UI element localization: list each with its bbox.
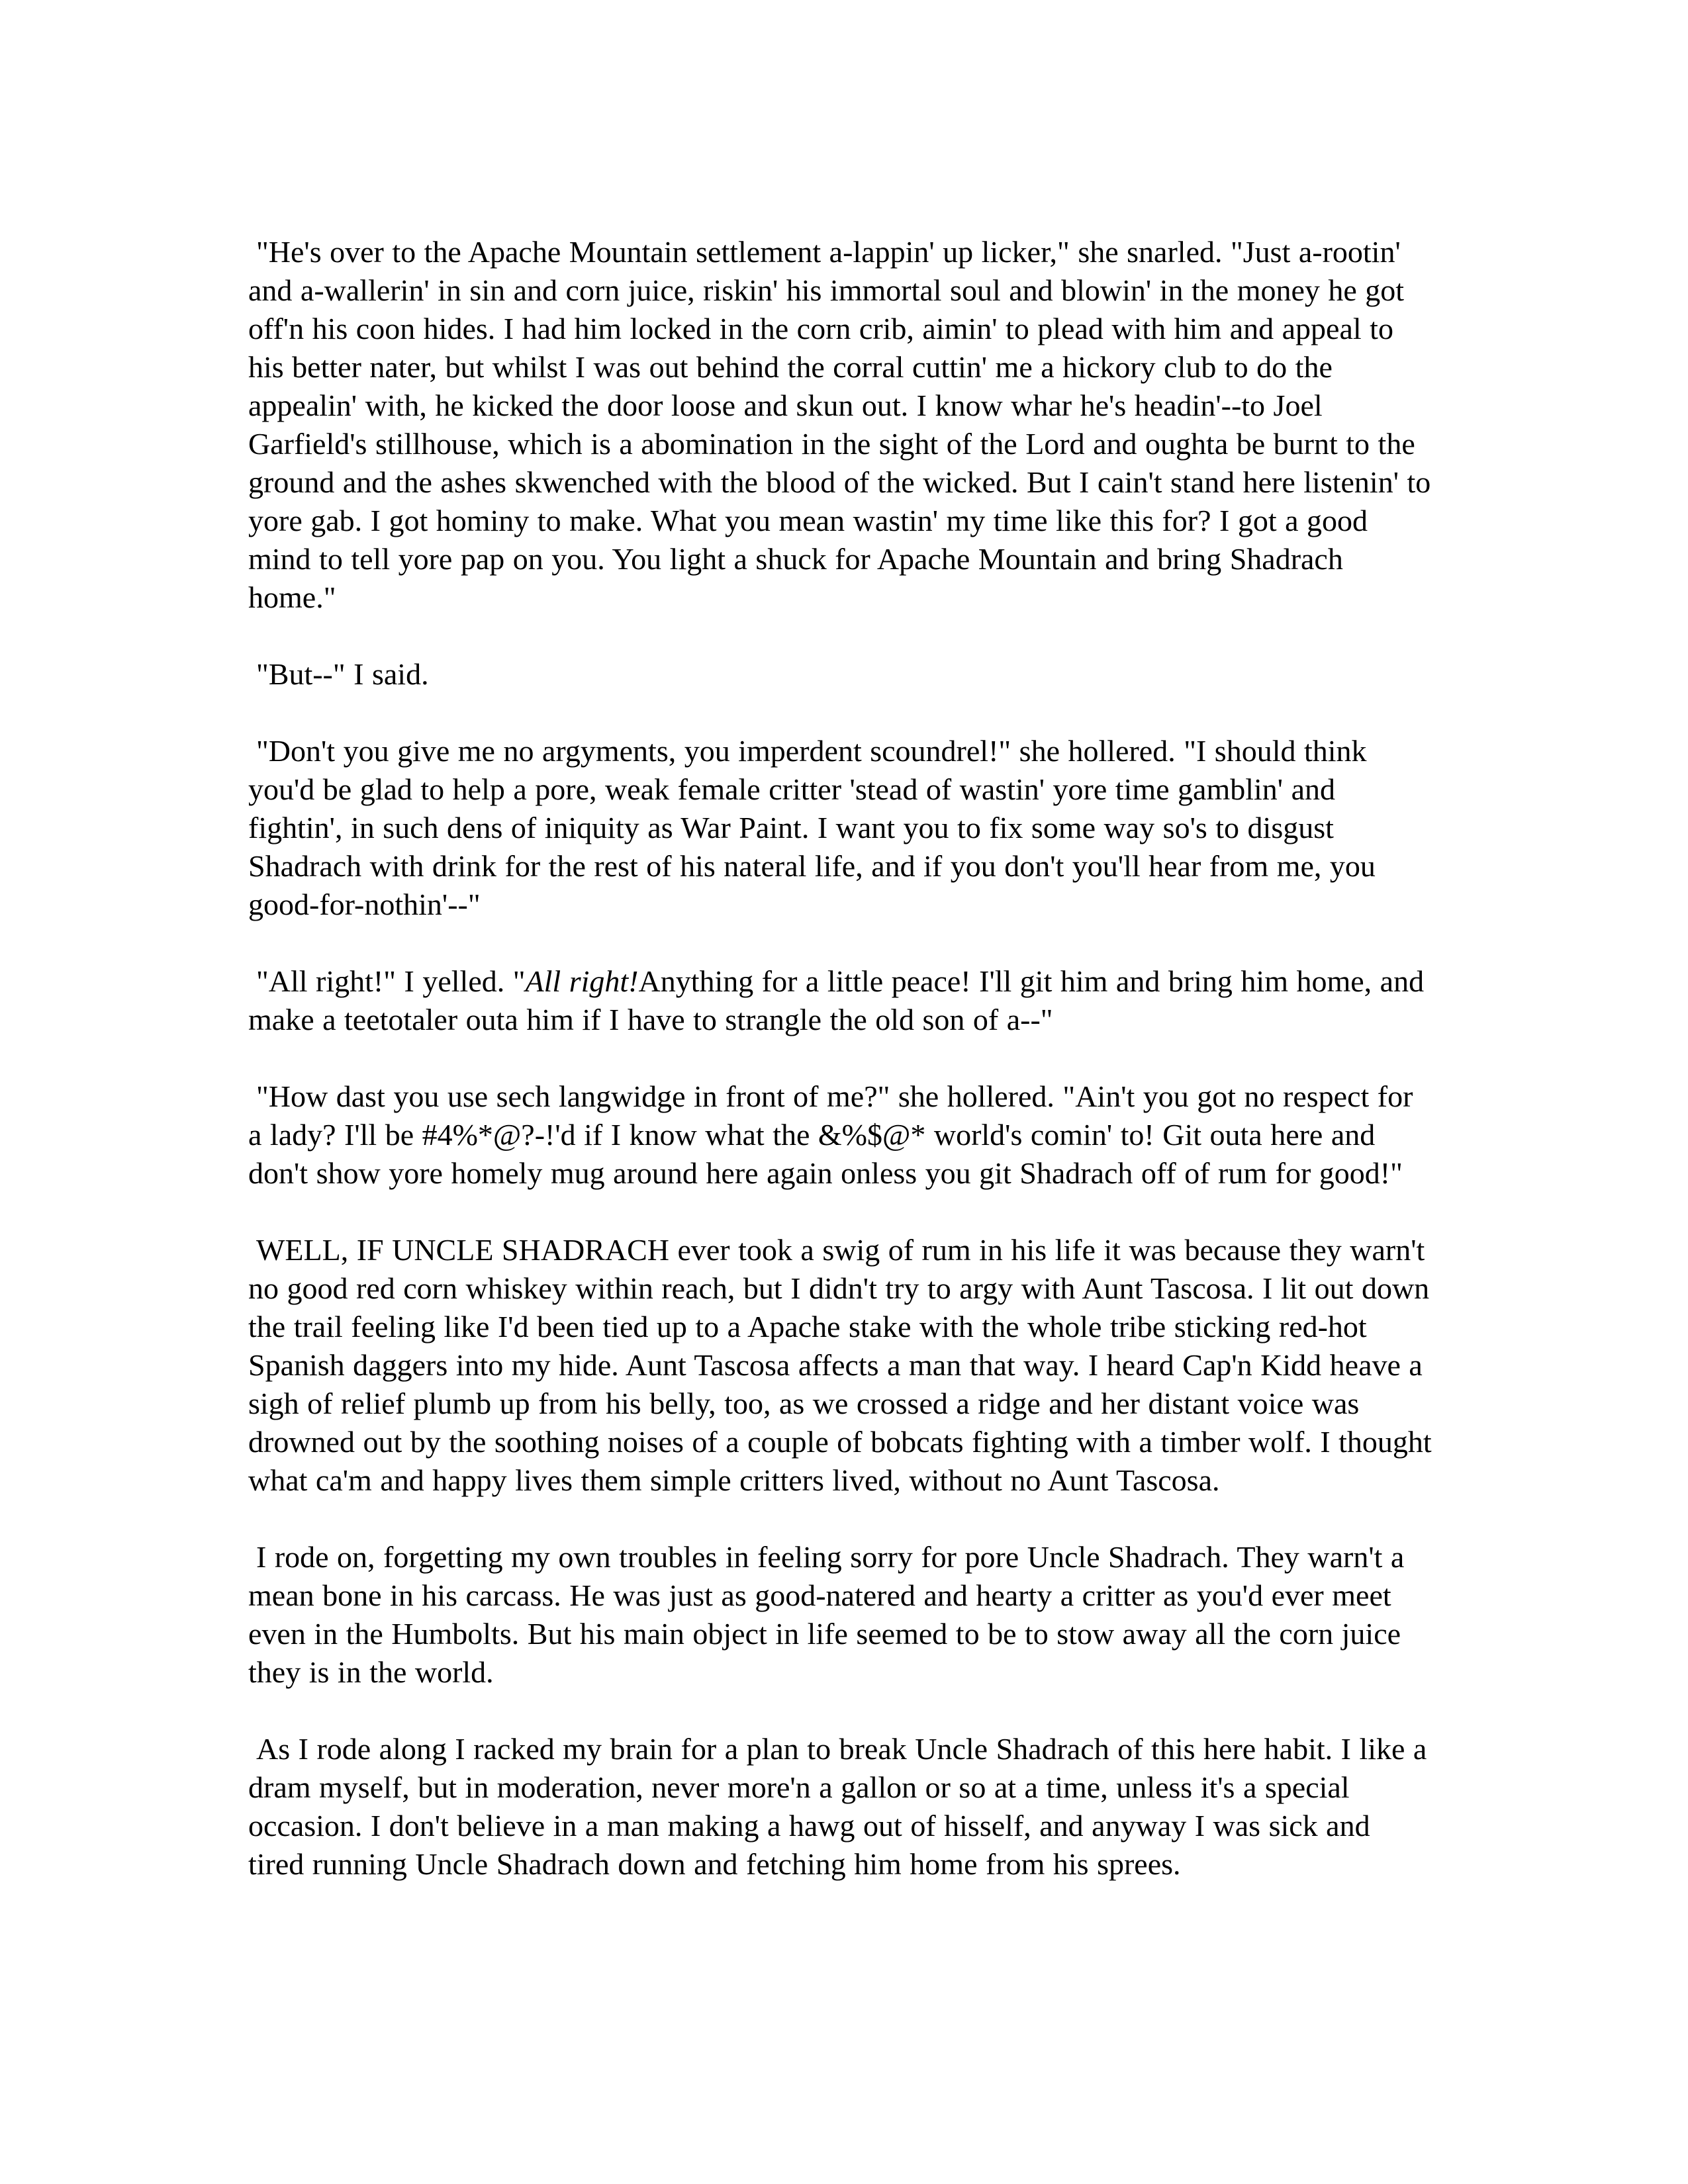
text-block xyxy=(248,233,1433,1884)
paragraph-1: "He's over to the Apache Mountain settlement a-lappin' up licker," she snarled. "Just a-rootin' and a-wallerin' in sin and corn juice, riskin' his immortal soul and blowin' in the money he got off'n his coon hides. I had him locked in the corn crib, aimin' to plead with him and appeal to his better nater, but whilst I was out behind the corral cuttin' me a hickory club to do the appealin' with, he kicked the door loose and skun out. I know whar he's headin'--to Joel Garfield's stillhouse, which is a abomination in the sight of the Lord and oughta be burnt to the ground and the ashes skwenched with the blood of the wicked. But I cain't stand here listenin' to yore gab. I got hominy to make. What you mean wastin' my time like this for? I got a good mind to tell yore pap on you. You light a shuck for Apache Mountain and bring Shadrach home." xyxy=(248,235,1431,614)
paragraph-4 xyxy=(248,962,1433,1039)
paragraph-3: "Don't you give me no argyments, you imperdent scoundrel!" she hollered. "I should think you'd be glad to help a pore, weak female critter 'stead of wastin' yore time gamblin' and fightin', in such dens of iniquity as War Paint. I want you to fix some way so's to disgust Shadrach with drink for the rest of his nateral life, and if you don't you'll hear from me, you good-for-nothin'--" xyxy=(248,734,1376,921)
paragraph-4-after: Anything for a little peace! I'll git him and bring him home, and make a teetotaler outa him if I have to strangle the old son of a--" xyxy=(248,964,1425,1036)
paragraph-6: WELL, IF UNCLE SHADRACH ever took a swig of rum in his life it was because they warn't no good red corn whiskey within reach, but I didn't try to argy with Aunt Tascosa. I lit out down the trail feeling like I'd been tied up to a Apache stake with the whole tribe sticking red-hot Spanish daggers into my hide. Aunt Tascosa affects a man that way. I heard Cap'n Kidd heave a sigh of relief plumb up from his belly, too, as we crossed a ridge and her distant voice was drowned out by the soothing noises of a couple of bobcats fighting with a timber wolf. I thought what ca'm and happy lives them simple critters lived, without no Aunt Tascosa. xyxy=(248,1233,1432,1497)
paragraph-2: "But--" I said. xyxy=(256,657,429,691)
paragraph-5: "How dast you use sech langwidge in front of me?" she hollered. "Ain't you got no respect for a lady? I'll be #4%*@?-!'d if I know what the &%$@* world's comin' to! Git outa here and don't show yore homely mug around here again onless you git Shadrach off of rum for good!" xyxy=(248,1079,1413,1190)
paragraph-4-before: "All right!" I yelled. " xyxy=(256,964,526,998)
paragraph-8: As I rode along I racked my brain for a plan to break Uncle Shadrach of this here habit. I like a dram myself, but in moderation, never more'n a gallon or so at a time, unless it's a special occasion. I don't believe in a man making a hawg out of hisself, and anyway I was sick and tired running Uncle Shadrach down and fetching him home from his sprees. xyxy=(248,1732,1427,1881)
paragraph-7: I rode on, forgetting my own troubles in feeling sorry for pore Uncle Shadrach. They warn't a mean bone in his carcass. He was just as good-natered and hearty a critter as you'd ever meet even in the Humbolts. But his main object in life seemed to be to stow away all the corn juice they is in the world. xyxy=(248,1540,1405,1689)
paragraph-4-italic: All right! xyxy=(525,964,639,998)
